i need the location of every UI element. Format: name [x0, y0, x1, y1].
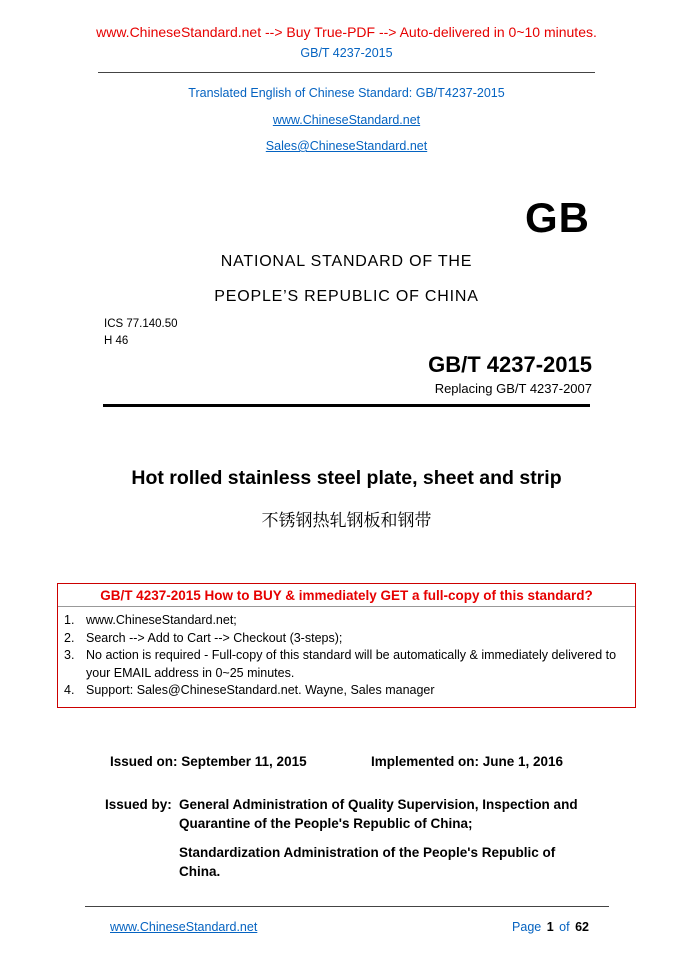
how-to-buy-heading: GB/T 4237-2015 How to BUY & immediately GET a full-copy of this standard?: [58, 584, 635, 607]
list-item-number: 2.: [64, 630, 75, 645]
footer: [110, 920, 590, 934]
page-number: 1: [546, 920, 554, 934]
page-label: Page: [512, 920, 542, 934]
list-item-text: No action is required - Full-copy of this standard will be automatically & immediately delivered to your EMAIL address in 0~25 minutes.: [86, 648, 617, 680]
standard-title-chinese: 不锈钢热轧钢板和钢带: [261, 511, 432, 530]
dates-row: [110, 754, 563, 769]
translated-standard-line: Translated English of Chinese Standard: GB/T4237-2015: [188, 86, 505, 100]
page-indicator: [511, 920, 590, 934]
class-code: H 46: [104, 335, 129, 347]
sales-email-link[interactable]: Sales@ChineseStandard.net: [265, 139, 428, 153]
footer-site-link[interactable]: www.ChineseStandard.net: [110, 920, 258, 934]
ics-code: ICS 77.140.50: [104, 318, 178, 330]
implemented-date: Implemented on: June 1, 2016: [370, 753, 563, 769]
list-item: [64, 630, 626, 648]
replacing-note: Replacing GB/T 4237-2007: [434, 381, 592, 396]
list-item-text: www.ChineseStandard.net;: [86, 613, 237, 627]
page-of-label: of: [559, 920, 570, 934]
standard-title-english: Hot rolled stainless steel plate, sheet and strip: [131, 467, 562, 489]
national-standard-line2: PEOPLE’S REPUBLIC OF CHINA: [214, 288, 479, 305]
list-item-number: 3.: [64, 648, 75, 662]
national-standard-line1: NATIONAL STANDARD OF THE: [220, 253, 473, 270]
standard-code: GB/T 4237-2015: [428, 352, 592, 377]
footer-divider: [85, 906, 609, 907]
issuer-block: [105, 795, 693, 881]
header-doc-code: GB/T 4237-2015: [300, 46, 393, 60]
issued-date: Issued on: September 11, 2015: [110, 753, 307, 769]
issuer-line2: Standardization Administration of the People's Republic of China.: [179, 844, 556, 879]
list-item-number: 1.: [64, 613, 75, 627]
list-item: [64, 647, 626, 682]
list-item-text: Search --> Add to Cart --> Checkout (3-steps);: [86, 630, 343, 645]
list-item-number: 4.: [64, 683, 75, 697]
page-total: 62: [575, 920, 589, 934]
how-to-buy-box: [57, 583, 636, 708]
gb-logo: GB: [525, 194, 590, 241]
list-item-text: Support: Sales@ChineseStandard.net. Wayne, Sales manager: [86, 683, 435, 697]
classification-block: [0, 316, 693, 350]
site-link[interactable]: www.ChineseStandard.net: [272, 113, 421, 127]
header-divider: [98, 72, 595, 73]
title-divider: [103, 404, 590, 407]
issuer-label: Issued by:: [105, 796, 172, 812]
issuer-text: [179, 795, 581, 881]
how-to-buy-list: [58, 607, 635, 707]
list-item: [64, 682, 626, 700]
list-item: [64, 612, 626, 630]
issuer-line1: General Administration of Quality Supervision, Inspection and Quarantine of the People's Republic of China;: [179, 796, 578, 831]
promo-banner: www.ChineseStandard.net --> Buy True-PDF --> Auto-delivered in 0~10 minutes.: [96, 24, 597, 40]
